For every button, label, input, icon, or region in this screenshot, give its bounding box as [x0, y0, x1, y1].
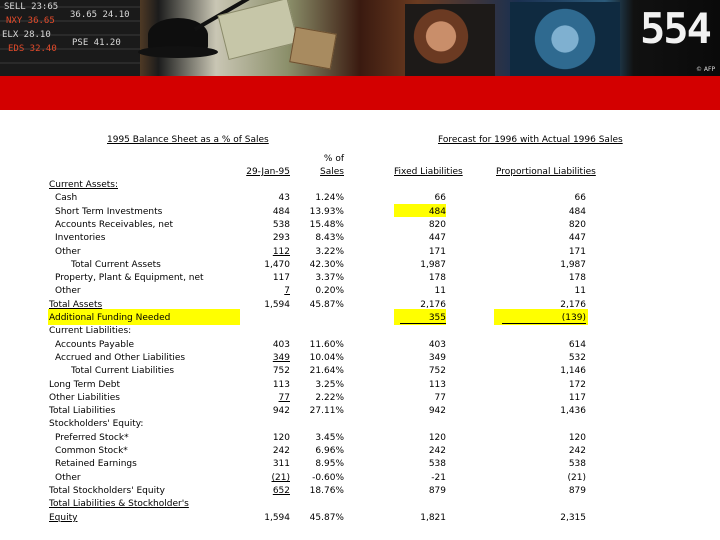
cell-1995-value: 7: [284, 286, 290, 296]
cell-1995-value: 652: [272, 486, 290, 496]
cell-fixed-liabilities: 2,176: [420, 300, 446, 310]
cell-proportional-liabilities: 2,315: [560, 513, 586, 523]
row-label: Accounts Receivables, net: [55, 220, 174, 230]
cell-fixed-liabilities: 1,821: [420, 513, 446, 523]
cell-1995-value: 349: [272, 353, 290, 363]
cell-proportional-liabilities: 172: [568, 380, 586, 390]
red-title-bar: [0, 76, 720, 110]
row-label: Preferred Stock*: [55, 433, 129, 443]
row-label: Accounts Payable: [55, 340, 135, 350]
row-label: Other Liabilities: [49, 393, 120, 403]
row-label: Accrued and Other Liabilities: [55, 353, 186, 363]
cell-proportional-liabilities: 66: [574, 193, 586, 203]
cell-proportional-liabilities: 117: [568, 393, 586, 403]
cell-proportional-liabilities: 242: [568, 446, 586, 456]
cell-fixed-liabilities: 11: [434, 286, 446, 296]
cell-1995-value: 311: [272, 459, 290, 469]
row-label: Total Liabilities: [49, 406, 116, 416]
cell-fixed-liabilities: 242: [428, 446, 446, 456]
column-header-pct: Sales: [320, 167, 344, 177]
cell-1995-value: 242: [272, 446, 290, 456]
cell-fixed-liabilities: 77: [434, 393, 446, 403]
cell-percent-of-sales: 45.87%: [309, 300, 344, 310]
cell-percent-of-sales: 1.24%: [315, 193, 344, 203]
cell-1995-value: 1,470: [264, 260, 290, 270]
cell-proportional-liabilities: 484: [568, 207, 586, 217]
column-header-pct: % of: [323, 154, 344, 164]
ticker-text: ELX 28.10: [2, 30, 51, 40]
row-label: Additional Funding Needed: [49, 313, 171, 323]
cell-1995-value: (21): [271, 473, 290, 483]
cell-percent-of-sales: 15.48%: [309, 220, 344, 230]
cell-percent-of-sales: 3.37%: [315, 273, 344, 283]
cell-proportional-liabilities: (139): [561, 313, 586, 323]
row-label: Short Term Investments: [55, 207, 163, 217]
cell-proportional-liabilities: 2,176: [560, 300, 586, 310]
cell-percent-of-sales: 45.87%: [309, 513, 344, 523]
cell-percent-of-sales: 11.60%: [309, 340, 344, 350]
cell-1995-value: 113: [272, 380, 290, 390]
cell-fixed-liabilities: 752: [428, 366, 446, 376]
cell-proportional-liabilities: 1,436: [560, 406, 586, 416]
funding-underline: [400, 323, 446, 324]
cell-fixed-liabilities: 942: [428, 406, 446, 416]
row-label: Current Assets:: [49, 180, 118, 190]
cell-percent-of-sales: 0.20%: [315, 286, 344, 296]
ticker-text: PSE 41.20: [72, 38, 121, 48]
digital-display: 554: [640, 4, 710, 53]
row-label: Current Liabilities:: [49, 326, 132, 336]
row-label: Stockholders' Equity:: [49, 419, 144, 429]
row-label: Total Liabilities & Stockholder's: [49, 499, 189, 509]
cell-percent-of-sales: 10.04%: [309, 353, 344, 363]
cell-proportional-liabilities: 532: [568, 353, 586, 363]
cell-proportional-liabilities: 120: [568, 433, 586, 443]
cell-percent-of-sales: 2.22%: [315, 393, 344, 403]
cell-fixed-liabilities: 447: [428, 233, 446, 243]
cell-1995-value: 43: [278, 193, 290, 203]
cell-fixed-liabilities: 538: [428, 459, 446, 469]
cell-proportional-liabilities: 538: [568, 459, 586, 469]
stock-ticker-board: [0, 0, 140, 76]
row-label: Other: [55, 247, 81, 257]
funding-underline: [502, 323, 586, 324]
globe-image: [510, 2, 620, 76]
cell-proportional-liabilities: 11: [574, 286, 586, 296]
cell-1995-value: 1,594: [264, 513, 290, 523]
cell-fixed-liabilities: 1,987: [420, 260, 446, 270]
row-label: Total Current Assets: [71, 260, 161, 270]
cell-proportional-liabilities: 820: [568, 220, 586, 230]
cell-fixed-liabilities: 113: [428, 380, 446, 390]
header-banner-image: [0, 0, 720, 76]
cell-1995-value: 403: [272, 340, 290, 350]
column-header-proportional-liabilities: Proportional Liabilities: [496, 167, 596, 177]
cell-percent-of-sales: 3.22%: [315, 247, 344, 257]
cell-1995-value: 538: [272, 220, 290, 230]
cell-percent-of-sales: 8.43%: [315, 233, 344, 243]
top-hat-brim: [138, 46, 218, 58]
trader-on-phone-image: [405, 4, 495, 76]
cell-percent-of-sales: 8.95%: [315, 459, 344, 469]
photo-credit: © AFP: [696, 66, 716, 73]
ticker-text: SELL 23:65: [4, 2, 59, 12]
cell-proportional-liabilities: 447: [568, 233, 586, 243]
ticker-text: NXY 36.65: [6, 16, 55, 26]
column-header-fixed-liabilities: Fixed Liabilities: [394, 167, 463, 177]
cell-proportional-liabilities: 171: [568, 247, 586, 257]
cell-percent-of-sales: 21.64%: [309, 366, 344, 376]
cell-percent-of-sales: 3.45%: [315, 433, 344, 443]
cell-fixed-liabilities: 820: [428, 220, 446, 230]
cell-1995-value: 484: [272, 207, 290, 217]
row-label: Other: [55, 473, 81, 483]
banknote-image: [289, 27, 337, 70]
forecast-heading: Forecast for 1996 with Actual 1996 Sales: [438, 135, 623, 145]
cell-proportional-liabilities: 879: [568, 486, 586, 496]
cell-fixed-liabilities: -21: [431, 473, 446, 483]
balance-sheet-heading: 1995 Balance Sheet as a % of Sales: [107, 135, 269, 145]
cell-1995-value: 120: [272, 433, 290, 443]
cell-fixed-liabilities: 484: [428, 207, 446, 217]
cell-proportional-liabilities: 1,146: [560, 366, 586, 376]
row-label: Long Term Debt: [49, 380, 121, 390]
row-label: Total Current Liabilities: [71, 366, 175, 376]
row-label: Equity: [49, 513, 78, 523]
cell-1995-value: 293: [272, 233, 290, 243]
cell-proportional-liabilities: 178: [568, 273, 586, 283]
cell-percent-of-sales: 18.76%: [309, 486, 344, 496]
cell-fixed-liabilities: 355: [428, 313, 446, 323]
row-label: Common Stock*: [55, 446, 128, 456]
cell-1995-value: 117: [272, 273, 290, 283]
cell-percent-of-sales: 27.11%: [309, 406, 344, 416]
cell-percent-of-sales: -0.60%: [312, 473, 344, 483]
row-label: Other: [55, 286, 81, 296]
cell-1995-value: 112: [272, 247, 290, 257]
column-header-date: 29-Jan-95: [246, 167, 290, 177]
row-label: Retained Earnings: [55, 459, 137, 469]
cell-percent-of-sales: 13.93%: [309, 207, 344, 217]
cell-fixed-liabilities: 349: [428, 353, 446, 363]
cell-percent-of-sales: 42.30%: [309, 260, 344, 270]
cell-fixed-liabilities: 171: [428, 247, 446, 257]
row-label: Total Stockholders' Equity: [49, 486, 165, 496]
cell-1995-value: 77: [278, 393, 290, 403]
ticker-text: EDS 32.40: [8, 44, 57, 54]
row-label: Total Assets: [49, 300, 103, 310]
cell-proportional-liabilities: 1,987: [560, 260, 586, 270]
cell-fixed-liabilities: 66: [434, 193, 446, 203]
cell-percent-of-sales: 6.96%: [315, 446, 344, 456]
cell-1995-value: 1,594: [264, 300, 290, 310]
row-label: Property, Plant & Equipment, net: [55, 273, 204, 283]
cell-fixed-liabilities: 879: [428, 486, 446, 496]
cell-fixed-liabilities: 120: [428, 433, 446, 443]
row-label: Cash: [55, 193, 78, 203]
cell-fixed-liabilities: 403: [428, 340, 446, 350]
cell-1995-value: 752: [272, 366, 290, 376]
ticker-text: 36.65 24.10: [70, 10, 130, 20]
cell-fixed-liabilities: 178: [428, 273, 446, 283]
cell-proportional-liabilities: (21): [567, 473, 586, 483]
cell-percent-of-sales: 3.25%: [315, 380, 344, 390]
cell-proportional-liabilities: 614: [568, 340, 586, 350]
row-label: Inventories: [55, 233, 106, 243]
cell-1995-value: 942: [272, 406, 290, 416]
